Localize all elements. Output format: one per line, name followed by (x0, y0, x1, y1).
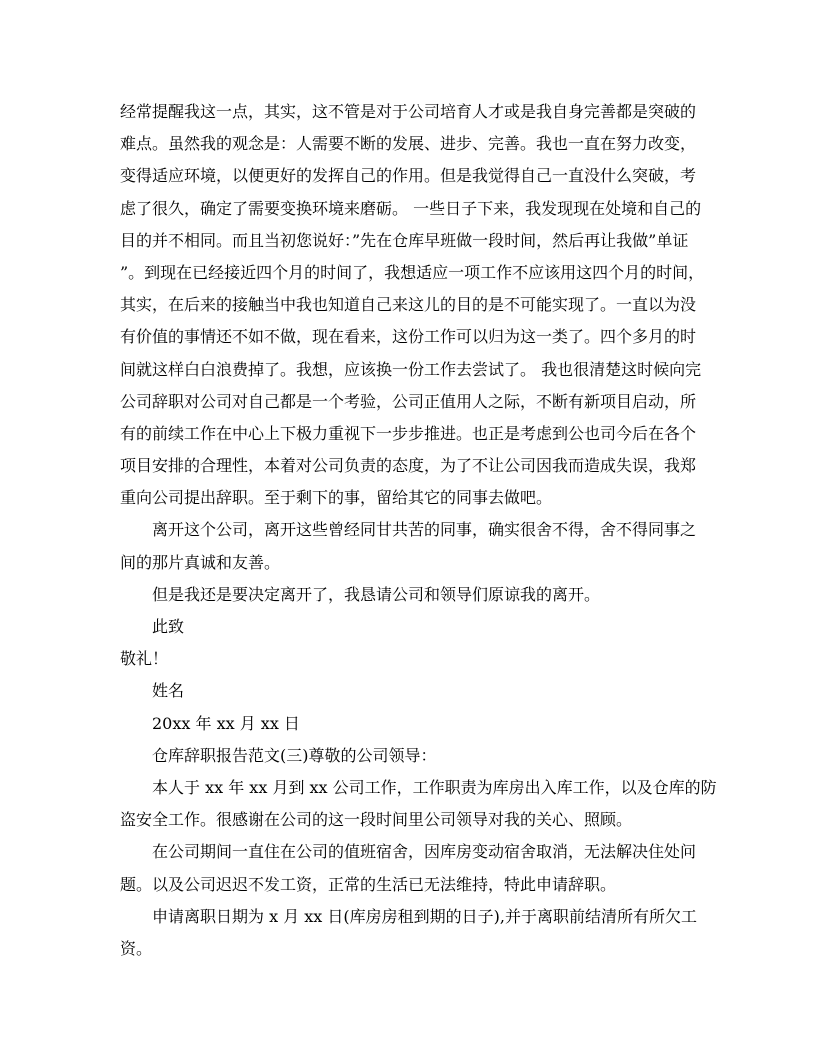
text-line: 项目安排的合理性，本着对公司负责的态度，为了不让公司因我而造成失误，我郑 (120, 456, 697, 476)
text-line: 离开这个公司，离开这些曾经同甘共苦的同事，确实很舍不得，舍不得同事之 (152, 520, 697, 540)
text-line: 但是我还是要决定离开了，我恳请公司和领导们原谅我的离开。 (152, 584, 601, 604)
text-line: 此致 (152, 617, 185, 636)
text-line: 盗安全工作。很感谢在公司的这一段时间里公司领导对我的关心、照顾。 (120, 810, 633, 830)
document-page (120, 96, 717, 965)
text-line: 20xx 年 xx 月 xx 日 (152, 713, 300, 733)
text-line: 难点。虽然我的观念是：人需要不断的发展、进步、完善。我也一直在努力改变， (120, 134, 697, 154)
signature-date (120, 708, 700, 740)
text-line: 公司辞职对公司对自己都是一个考验，公司正值用人之际，不断有新项目启动，所 (120, 391, 697, 411)
paragraph-job-duties (120, 772, 717, 836)
text-line: 有价值的事情还不如不做，现在看来，这份工作可以归为这一类了。四个多月的时 (120, 327, 697, 347)
text-line: 在公司期间一直住在公司的值班宿舍，因库房变动宿舍取消，无法解决住处问 (152, 842, 697, 862)
paragraph-leave-date (120, 901, 700, 965)
signature-name (120, 675, 700, 707)
text-line: 经常提醒我这一点，其实，这不管是对于公司培育人才或是我自身完善都是突破的 (120, 102, 697, 121)
text-line: 间就这样白白浪费掉了。我想，应该换一份工作去尝试了。 我也很清楚这时候向完 (120, 359, 702, 379)
paragraph-resignation-reasons (120, 96, 705, 514)
paragraph-housing-salary (120, 836, 700, 900)
text-line: 题。以及公司迟迟不发工资，正常的生活已无法维持，特此申请辞职。 (120, 874, 617, 894)
text-line: ”。到现在已经接近四个月的时间了，我想适应一项工作不应该用这四个月的时间， (120, 262, 705, 282)
paragraph-farewell-colleagues (120, 514, 700, 578)
text-line: 仓库辞职报告范文(三)尊敬的公司领导： (152, 745, 437, 765)
text-line: 间的那片真诚和友善。 (120, 552, 281, 572)
text-line: 目的并不相同。而且当初您说好：”先在仓库早班做一段时间，然后再让我做”单证 (120, 230, 689, 250)
section-heading (120, 740, 700, 772)
text-line: 姓名 (152, 681, 185, 701)
text-line: 敬礼！ (120, 649, 169, 669)
text-line: 申请离职日期为 x 月 xx 日(库房房租到期的日子),并于离职前结清所有所欠工 (152, 906, 697, 926)
paragraph-decision (120, 579, 700, 611)
text-line: 变得适应环境，以便更好的发挥自己的作用。但是我觉得自己一直没什么突破，考 (120, 166, 697, 186)
text-line: 虑了很久，确定了需要变换环境来磨砺。 一些日子下来，我发现现在处境和自己的 (120, 198, 702, 218)
text-line: 本人于 xx 年 xx 月到 xx 公司工作，工作职责为库房出入库工作，以及仓库的防 (152, 777, 717, 797)
text-line: 其实，在后来的接触当中我也知道自己来这儿的目的是不可能实现了。一直以为没 (120, 295, 697, 315)
text-line: 重向公司提出辞职。至于剩下的事，留给其它的同事去做吧。 (120, 488, 553, 508)
closing-jingli (120, 643, 700, 675)
closing-cizhi (120, 611, 700, 643)
text-line: 资。 (120, 938, 153, 958)
text-line: 有的前续工作在中心上下极力重视下一步步推进。也正是考虑到公也司今后在各个 (120, 423, 697, 443)
